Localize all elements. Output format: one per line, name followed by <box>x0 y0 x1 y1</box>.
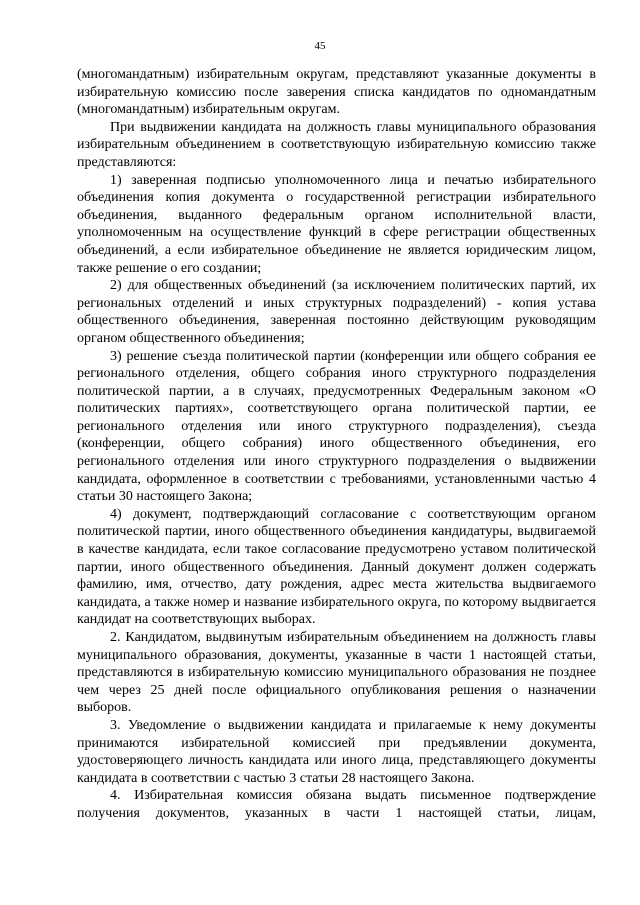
paragraph-continuation: (многомандатным) избирательным округам, представляют указанные документы в избирательную комиссию после заверения списка кандидатов по одномандатным (многомандатным) избирательным округам. <box>77 67 596 118</box>
paragraph-part-2: 2. Кандидатом, выдвинутым избирательным объединением на должность главы муниципального образования, документы, указанные в части 1 настоящей статьи, представляются в избирательную комиссию муниципального образования не позднее чем через 25 дней после официального опубликования решения о назначении выборов. <box>77 630 596 716</box>
paragraph-item-4: 4) документ, подтверждающий согласование с соответствующим органом политической партии, иного общественного объединения кандидатуры, выдвигаемой в качестве кандидата, если такое согласование предусмотрено уставом политической партии, иного общественного объединения. Данный документ должен содержать фамилию, имя, отчество, дату рождения, адрес места жительства выдвигаемого кандидата, а также номер и название избирательного округа, по которому выдвигается кандидат на соответствующих выборах. <box>77 506 596 628</box>
paragraph-item-1: 1) заверенная подписью уполномоченного лица и печатью избирательного объединения копия документа о государственной регистрации избирательного объединения, выданного федеральным органом исполнительной власти, уполномоченным на осуществление функций в сфере регистрации общественных объединений, а если избирательное объединение не является юридическим лицом, также решение о его создании; <box>77 172 596 276</box>
paragraph-item-3: 3) решение съезда политической партии (конференции или общего собрания ее регионального отделения, общего собрания иного структурного подразделения политической партии, а в случаях, предусмотренных Федеральным законом «О политических партиях», соответствующего органа политической партии, ее регионального отделения или иного структурного подразделения), съезда (конференции, общего собрания) иного общественного объединения, его регионального отделения или иного структурного подразделения о выдвижении кандидата, оформленное в соответствии с требованиями, установленными частью 4 статьи 30 настоящего Закона; <box>77 348 596 505</box>
paragraph-part-3: 3. Уведомление о выдвижении кандидата и прилагаемые к нему документы принимаются избирательной комиссией при предъявлении документа, удостоверяющего личность кандидата или иного лица, представляющего документы кандидата в соответствии с частью 3 статьи 28 настоящего Закона. <box>77 717 596 786</box>
paragraph-part-4: 4. Избирательная комиссия обязана выдать письменное подтверждение получения документов, указанных в части 1 настоящей статьи, лицам, <box>77 788 596 821</box>
page-number: 45 <box>314 40 326 52</box>
document-body <box>77 66 596 823</box>
paragraph-item-2: 2) для общественных объединений (за исключением политических партий, их региональных отделений и иных структурных подразделений) - копия устава общественного объединения, заверенная постоянно действующим руководящим органом общественного объединения; <box>77 278 596 346</box>
paragraph-head-candidate-intro: При выдвижении кандидата на должность главы муниципального образования избирательным объединением в соответствующую избирательную комиссию также представляются: <box>77 119 596 170</box>
